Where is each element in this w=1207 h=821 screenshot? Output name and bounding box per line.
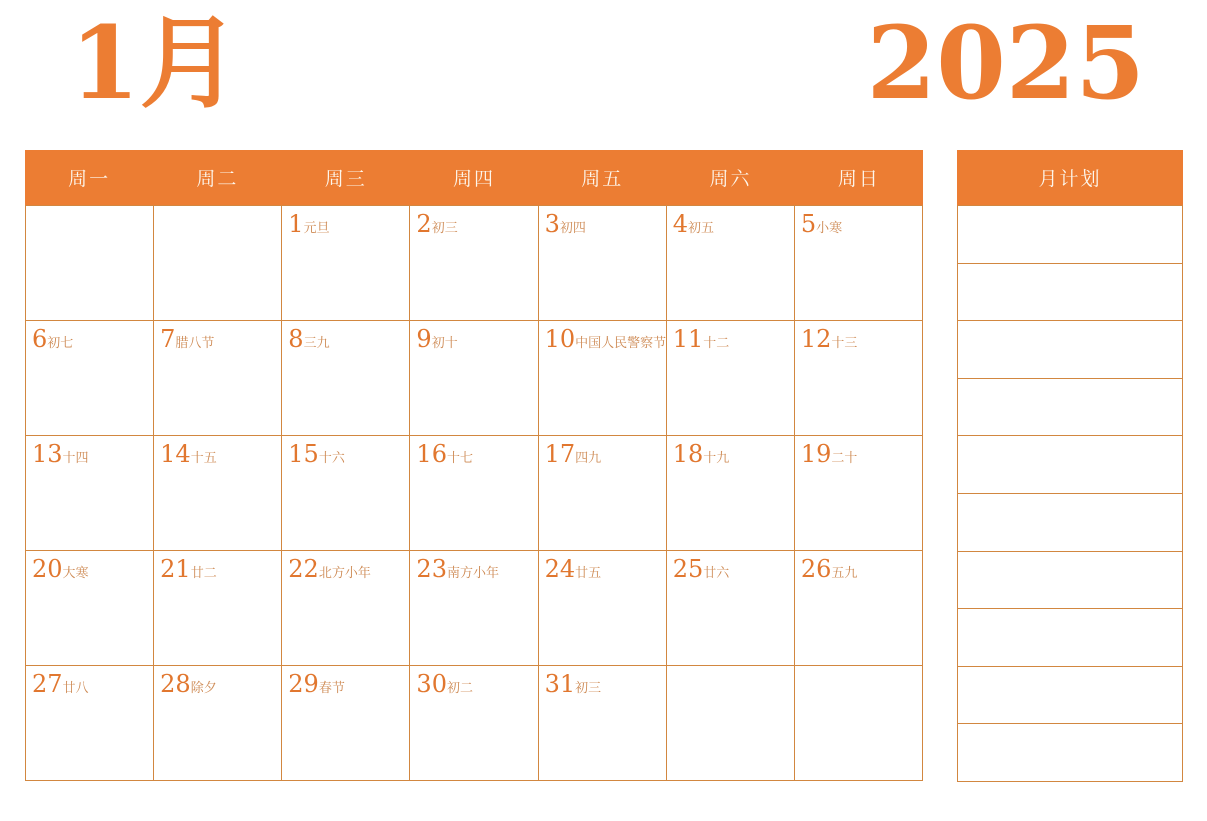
lunar-label: 十四 xyxy=(62,450,89,465)
calendar xyxy=(25,150,923,781)
weekday-header: 周四 xyxy=(452,169,495,190)
day-number: 23 xyxy=(416,555,447,583)
lunar-label: 北方小年 xyxy=(318,565,371,580)
calendar-cell xyxy=(154,551,282,666)
day-number: 24 xyxy=(544,555,576,583)
calendar-cell xyxy=(410,666,538,781)
calendar-cell xyxy=(410,436,538,551)
calendar-cell xyxy=(667,206,795,321)
lunar-label: 廿八 xyxy=(62,680,89,695)
day-number: 13 xyxy=(32,440,63,468)
weekday-header: 周日 xyxy=(837,169,880,190)
day-number: 25 xyxy=(672,555,704,583)
calendar-cell xyxy=(795,321,923,436)
calendar-cell xyxy=(282,666,410,781)
day-number: 20 xyxy=(32,555,63,583)
plan-row xyxy=(958,379,1182,437)
plan-row xyxy=(958,321,1182,379)
plan-row xyxy=(958,494,1182,552)
lunar-label: 初四 xyxy=(559,220,586,235)
lunar-label: 南方小年 xyxy=(446,565,499,580)
calendar-cell xyxy=(667,551,795,666)
day-number: 16 xyxy=(416,440,447,468)
calendar-cell xyxy=(539,666,667,781)
day-number: 10 xyxy=(544,325,576,353)
calendar-cell xyxy=(539,551,667,666)
lunar-label: 初二 xyxy=(446,680,473,695)
calendar-cell xyxy=(154,436,282,551)
calendar-cell xyxy=(539,436,667,551)
month-title: 1月 xyxy=(70,4,240,122)
calendar-cell xyxy=(282,551,410,666)
day-number: 27 xyxy=(32,670,63,698)
day-number: 7 xyxy=(160,325,176,353)
lunar-label: 四九 xyxy=(575,450,602,465)
day-number: 6 xyxy=(32,325,48,353)
lunar-label: 初五 xyxy=(687,220,714,235)
day-number: 1 xyxy=(288,210,304,238)
day-number: 22 xyxy=(288,555,319,583)
plan-row xyxy=(958,667,1182,725)
lunar-label: 腊八节 xyxy=(175,335,215,350)
lunar-label: 五九 xyxy=(831,565,858,580)
calendar-cell xyxy=(795,666,923,781)
calendar-cell xyxy=(26,436,154,551)
calendar-cell xyxy=(667,666,795,781)
weekday-header-row xyxy=(25,150,923,205)
calendar-cell xyxy=(282,206,410,321)
lunar-label: 中国人民警察节 xyxy=(575,335,667,350)
day-number: 3 xyxy=(544,210,560,238)
day-number: 19 xyxy=(800,440,832,468)
lunar-label: 元旦 xyxy=(303,220,330,235)
lunar-label: 初七 xyxy=(47,335,74,350)
weekday-header: 周一 xyxy=(68,169,111,190)
lunar-label: 大寒 xyxy=(62,565,89,580)
calendar-cell xyxy=(154,666,282,781)
calendar-cell xyxy=(795,206,923,321)
calendar-cell xyxy=(282,321,410,436)
day-number: 9 xyxy=(416,325,432,353)
lunar-label: 十九 xyxy=(703,450,730,465)
month-plan-title: 月计划 xyxy=(957,150,1183,205)
day-number: 12 xyxy=(800,325,832,353)
day-number: 18 xyxy=(672,440,704,468)
lunar-label: 十五 xyxy=(190,450,217,465)
lunar-label: 初十 xyxy=(431,335,458,350)
lunar-label: 廿五 xyxy=(575,565,602,580)
calendar-cell xyxy=(154,321,282,436)
day-number: 8 xyxy=(288,325,304,353)
day-number: 2 xyxy=(416,210,432,238)
lunar-label: 除夕 xyxy=(190,680,217,695)
calendar-cell xyxy=(539,321,667,436)
calendar-cell xyxy=(667,436,795,551)
plan-row xyxy=(958,206,1182,264)
calendar-cell xyxy=(795,436,923,551)
day-number: 17 xyxy=(544,440,576,468)
calendar-cell xyxy=(26,321,154,436)
lunar-label: 廿六 xyxy=(703,565,730,580)
plan-row xyxy=(958,436,1182,494)
day-number: 31 xyxy=(544,670,576,698)
plan-row xyxy=(958,609,1182,667)
lunar-label: 春节 xyxy=(318,680,345,695)
day-number: 26 xyxy=(800,555,832,583)
plan-row xyxy=(958,264,1182,322)
calendar-cell xyxy=(26,551,154,666)
calendar-cell xyxy=(410,551,538,666)
calendar-cell xyxy=(795,551,923,666)
day-number: 30 xyxy=(416,670,447,698)
day-number: 28 xyxy=(160,670,191,698)
calendar-cell xyxy=(282,436,410,551)
calendar-cell xyxy=(26,206,154,321)
lunar-label: 十七 xyxy=(446,450,473,465)
day-number: 14 xyxy=(160,440,191,468)
calendar-cell xyxy=(539,206,667,321)
calendar-cell xyxy=(154,206,282,321)
lunar-label: 廿二 xyxy=(190,565,217,580)
weekday-header: 周二 xyxy=(196,169,239,190)
lunar-label: 初三 xyxy=(575,680,602,695)
lunar-label: 二十 xyxy=(831,450,858,465)
lunar-label: 十六 xyxy=(318,450,345,465)
lunar-label: 三九 xyxy=(303,335,330,350)
lunar-label: 十二 xyxy=(703,335,730,350)
calendar-cell xyxy=(667,321,795,436)
year-title: 2025 xyxy=(866,4,1145,122)
plan-rows xyxy=(957,205,1183,782)
day-number: 21 xyxy=(160,555,191,583)
weekday-header: 周六 xyxy=(709,169,752,190)
day-number: 15 xyxy=(288,440,319,468)
calendar-cell xyxy=(26,666,154,781)
day-number: 5 xyxy=(800,210,817,238)
weekday-header: 周五 xyxy=(581,169,624,190)
calendar-grid-body xyxy=(25,205,923,781)
lunar-label: 小寒 xyxy=(816,220,843,235)
lunar-label: 十三 xyxy=(831,335,858,350)
lunar-label: 初三 xyxy=(431,220,458,235)
day-number: 29 xyxy=(288,670,319,698)
title-bar xyxy=(0,0,1207,150)
plan-row xyxy=(958,552,1182,610)
calendar-cell xyxy=(410,206,538,321)
plan-row xyxy=(958,724,1182,782)
calendar-cell xyxy=(410,321,538,436)
day-number: 11 xyxy=(672,325,704,353)
month-plan-panel xyxy=(957,150,1183,782)
weekday-header: 周三 xyxy=(324,169,367,190)
day-number: 4 xyxy=(672,210,688,238)
